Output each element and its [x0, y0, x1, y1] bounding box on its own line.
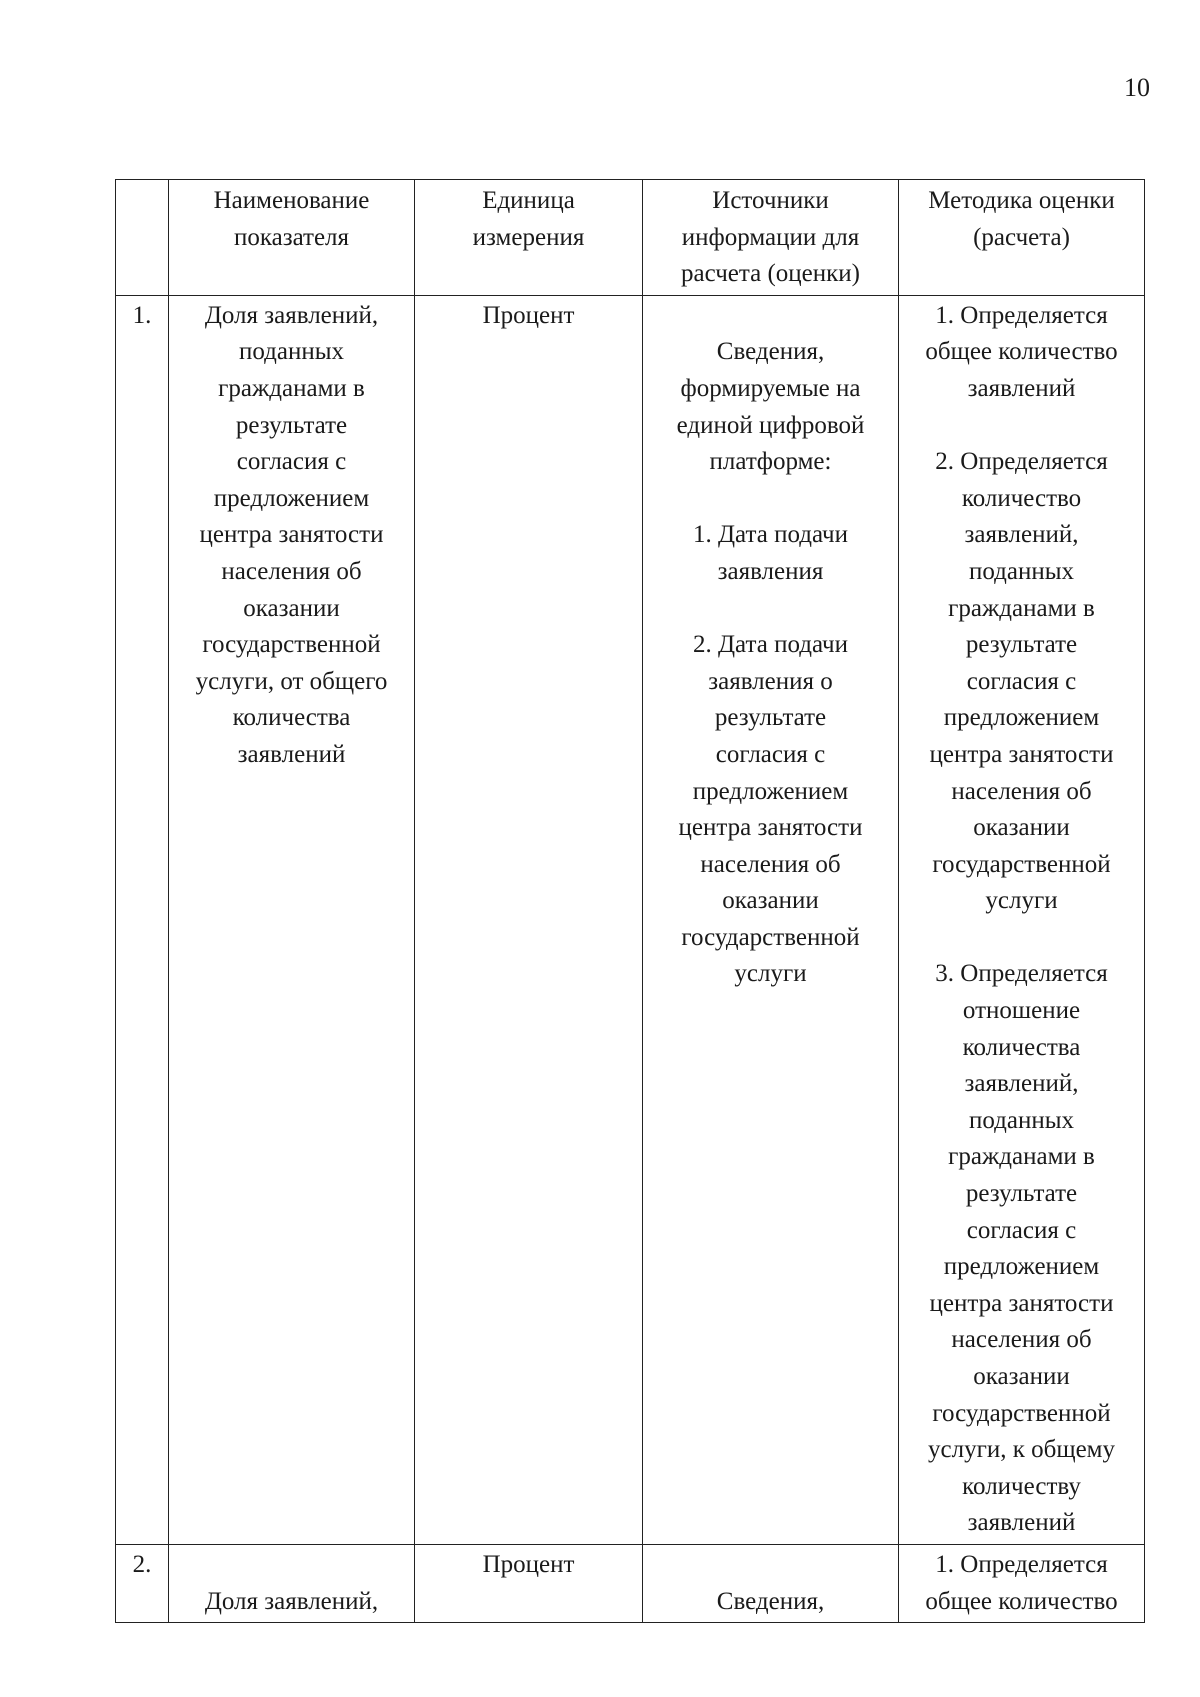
- assessment-method: [899, 295, 1145, 1544]
- text-line: Сведения,: [716, 1587, 825, 1615]
- text-line: 3. Определяется: [935, 960, 1108, 988]
- text-line: оказании: [973, 814, 1070, 842]
- row-number: 1.: [116, 295, 169, 1544]
- text-line: 2. Дата подачи: [692, 631, 848, 659]
- unit-of-measure: [415, 295, 643, 1544]
- text-line: Доля заявлений,: [204, 301, 379, 329]
- text-line: платформе:: [709, 448, 832, 476]
- text-line: Единица: [482, 187, 575, 214]
- text-line: [653, 591, 888, 628]
- text-line: результате: [714, 704, 827, 732]
- header-unit: [415, 180, 643, 296]
- assessment-method: [899, 1544, 1145, 1622]
- header-number: [116, 180, 169, 296]
- text-line: гражданами в: [948, 594, 1095, 622]
- text-line: общее количество: [925, 338, 1118, 366]
- table-row: [116, 1544, 1145, 1622]
- header-sources: [643, 180, 899, 296]
- text-line: гражданами в: [218, 374, 365, 402]
- header-indicator-name: [169, 180, 415, 296]
- indicator-name: [169, 295, 415, 1544]
- table-header-row: [116, 180, 1145, 296]
- text-line: Наименование: [213, 187, 370, 214]
- text-line: предложением: [943, 704, 1100, 732]
- text-line: заявлений,: [964, 521, 1079, 549]
- text-line: [909, 408, 1134, 445]
- text-line: поданных: [968, 557, 1075, 585]
- text-line: оказании: [243, 594, 340, 622]
- text-line: оказании: [973, 1363, 1070, 1390]
- text-line: заявлений: [967, 374, 1076, 402]
- text-line: [653, 481, 888, 518]
- text-line: результате: [965, 1180, 1078, 1208]
- text-line: центра занятости: [678, 814, 863, 842]
- page-number: 10: [1124, 73, 1150, 102]
- text-line: услуги, к общему: [928, 1436, 1115, 1464]
- text-line: предложением: [692, 777, 849, 805]
- text-line: [179, 1547, 404, 1584]
- information-sources: [643, 1544, 899, 1622]
- text-line: государственной: [932, 1399, 1111, 1427]
- text-line: населения об: [700, 850, 841, 878]
- text-line: 1. Определяется: [935, 1550, 1108, 1578]
- text-line: гражданами в: [948, 1143, 1095, 1171]
- text-line: центра занятости: [929, 1289, 1114, 1317]
- text-line: [909, 920, 1134, 957]
- text-line: общее количество: [925, 1587, 1118, 1615]
- text-line: 1. Определяется: [935, 301, 1108, 329]
- text-line: населения об: [951, 777, 1092, 805]
- text-line: информации для: [681, 223, 860, 251]
- text-line: заявлений,: [964, 1070, 1079, 1098]
- text-line: поданных: [968, 1106, 1075, 1134]
- text-line: Методика оценки: [928, 187, 1115, 214]
- text-line: поданных: [238, 338, 345, 366]
- text-line: центра занятости: [929, 740, 1114, 768]
- text-line: заявления о: [708, 667, 833, 695]
- text-line: центра занятости: [199, 521, 384, 549]
- text-line: государственной: [202, 631, 381, 659]
- text-line: показателя: [233, 223, 350, 251]
- indicators-table: [115, 179, 1145, 1623]
- header-method: [899, 180, 1145, 296]
- text-line: оказании: [722, 887, 819, 915]
- text-line: результате: [965, 631, 1078, 659]
- text-line: услуги, от общего: [195, 667, 388, 695]
- text-line: населения об: [951, 1326, 1092, 1354]
- text-line: согласия с: [966, 667, 1077, 695]
- information-sources: [643, 295, 899, 1544]
- text-line: единой цифровой: [676, 411, 865, 439]
- text-line: [653, 298, 888, 335]
- text-line: государственной: [932, 850, 1111, 878]
- text-line: результате: [235, 411, 348, 439]
- text-line: отношение: [962, 997, 1081, 1025]
- text-line: формируемые на: [680, 374, 861, 402]
- text-line: (расчета): [973, 223, 1070, 251]
- text-line: заявлений: [237, 740, 346, 768]
- text-line: Процент: [482, 301, 575, 329]
- table-row: [116, 295, 1145, 1544]
- unit-of-measure: [415, 1544, 643, 1622]
- text-line: согласия с: [236, 448, 347, 476]
- text-line: Доля заявлений,: [204, 1587, 379, 1615]
- text-line: согласия с: [966, 1216, 1077, 1244]
- indicator-name: [169, 1544, 415, 1622]
- text-line: предложением: [943, 1253, 1100, 1281]
- text-line: Источники: [712, 187, 829, 214]
- text-line: Процент: [482, 1550, 575, 1578]
- text-line: согласия с: [715, 740, 826, 768]
- row-number: 2.: [116, 1544, 169, 1622]
- text-line: Сведения,: [716, 338, 825, 366]
- text-line: измерения: [472, 223, 585, 251]
- text-line: количеству: [962, 1472, 1081, 1500]
- text-line: количества: [232, 704, 351, 732]
- text-line: 1. Дата подачи: [692, 521, 848, 549]
- text-line: [653, 1547, 888, 1584]
- text-line: 2. Определяется: [935, 448, 1108, 476]
- text-line: заявлений: [967, 1509, 1076, 1537]
- text-line: государственной: [681, 923, 860, 951]
- text-line: населения об: [221, 557, 362, 585]
- text-line: услуги: [734, 960, 807, 988]
- text-line: заявления: [717, 557, 824, 585]
- text-line: предложением: [213, 484, 370, 512]
- text-line: расчета (оценки): [681, 260, 860, 288]
- text-line: количество: [961, 484, 1082, 512]
- text-line: услуги: [985, 887, 1058, 915]
- text-line: количества: [962, 1033, 1081, 1061]
